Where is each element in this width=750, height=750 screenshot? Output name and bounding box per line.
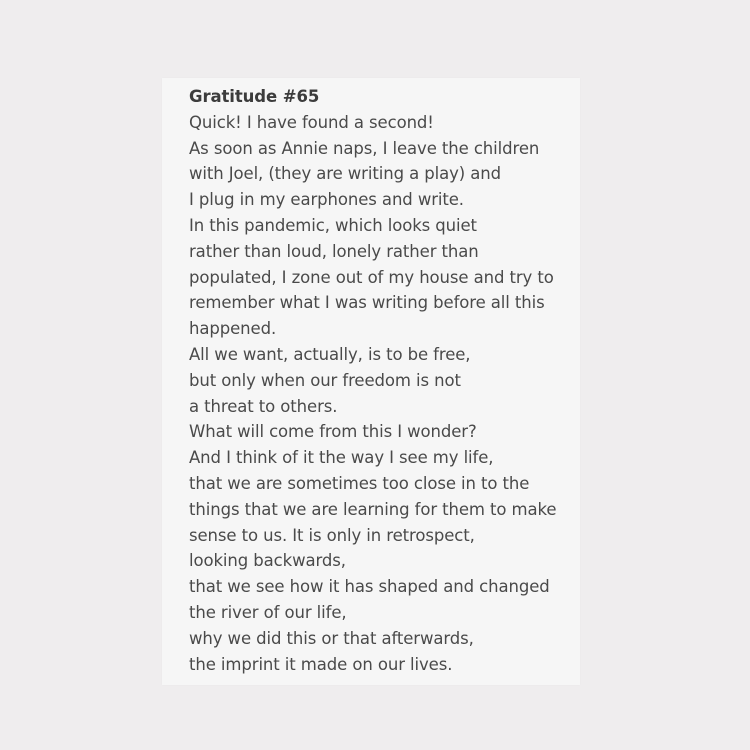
poem-line-19: that we see how it has shaped and changed [189, 577, 550, 597]
poem-line-11: but only when our freedom is not [189, 370, 461, 390]
poem-line-13: What will come from this I wonder? [189, 422, 477, 442]
poem-line-12: a threat to others. [189, 396, 338, 416]
poem-line-22: the imprint it made on our lives. [189, 654, 453, 674]
poem-text-block [189, 84, 574, 677]
poem-line-4: I plug in my earphones and write. [189, 190, 464, 210]
poem-line-3: with Joel, (they are writing a play) and [189, 164, 501, 184]
poem-line-1: Quick! I have found a second! [189, 112, 434, 132]
poem-line-2: As soon as Annie naps, I leave the children [189, 138, 540, 158]
poem-line-15: that we are sometimes too close in to the [189, 473, 530, 493]
poem-title: Gratitude #65 [189, 87, 320, 106]
poem-line-9: happened. [189, 319, 277, 339]
poem-line-16: things that we are learning for them to make [189, 499, 557, 519]
poem-line-10: All we want, actually, is to be free, [189, 344, 471, 364]
poem-line-14: And I think of it the way I see my life, [189, 448, 494, 468]
poem-line-5: In this pandemic, which looks quiet [189, 215, 477, 235]
poem-line-18: looking backwards, [189, 551, 346, 571]
poem-line-8: remember what I was writing before all this [189, 293, 545, 313]
poem-line-20: the river of our life, [189, 602, 347, 622]
poem-line-6: rather than loud, lonely rather than [189, 241, 479, 261]
poem-line-17: sense to us. It is only in retrospect, [189, 525, 475, 545]
poem-line-21: why we did this or that afterwards, [189, 628, 474, 648]
poem-line-7: populated, I zone out of my house and try to [189, 267, 554, 287]
